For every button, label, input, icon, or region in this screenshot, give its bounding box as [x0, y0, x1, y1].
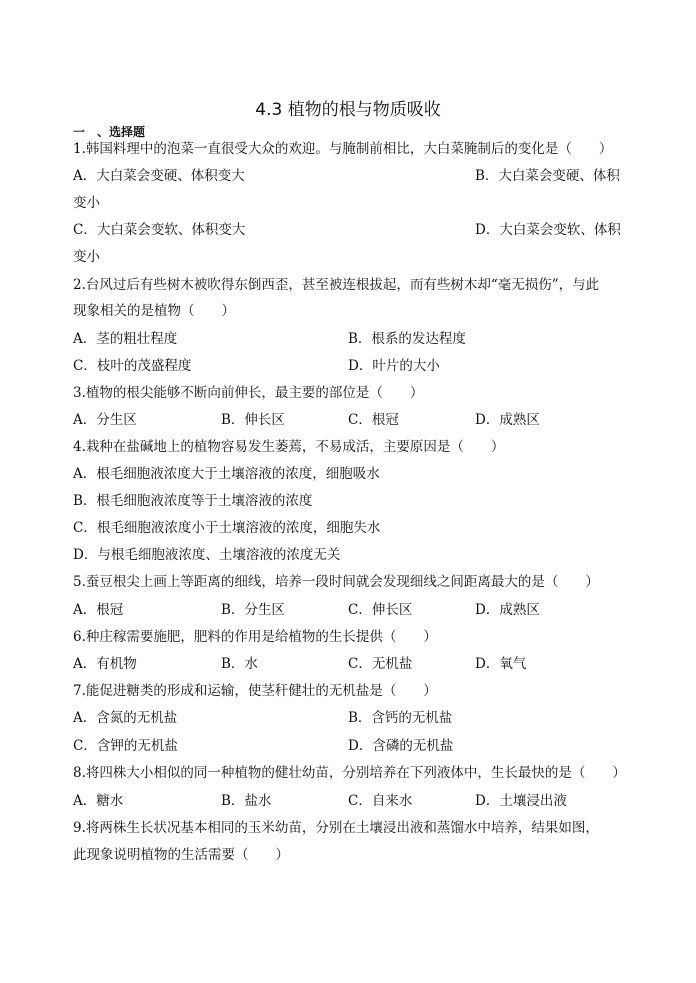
q8-option-d: D．土壤浸出液: [475, 793, 567, 809]
question-4-stem: 4.栽种在盐碱地上的植物容易发生萎蔫，不易成活，主要原因是（ ）: [73, 439, 505, 455]
q1-option-d: D．大白菜会变软、体积: [475, 222, 621, 238]
question-9-stem-cont: 此现象说明植物的生活需要（ ）: [73, 847, 289, 863]
section-heading: 一 、选择题: [73, 125, 146, 139]
question-8-stem: 8.将四株大小相似的同一种植物的健壮幼苗，分别培养在下列液体中，生长最快的是（ ）: [73, 765, 626, 781]
question-1-stem: 1.韩国料理中的泡菜一直很受大众的欢迎。与腌制前相比，大白菜腌制后的变化是（ ）: [73, 141, 613, 157]
q5-option-c: C．伸长区: [348, 602, 413, 618]
q2-option-c: C．枝叶的茂盛程度: [73, 358, 192, 374]
q5-option-b: B．分生区: [221, 602, 285, 618]
q5-option-d: D．成熟区: [475, 602, 540, 618]
q1-option-a: A．大白菜会变硬、体积变大: [73, 168, 245, 184]
q1-option-d-cont: 变小: [73, 249, 100, 265]
q4-option-a: A．根毛细胞液浓度大于土壤溶液的浓度，细胞吸水: [73, 466, 380, 482]
q4-option-b: B．根毛细胞液浓度等于土壤溶液的浓度: [73, 493, 313, 509]
q4-option-c: C．根毛细胞液浓度小于土壤溶液的浓度，细胞失水: [73, 520, 381, 536]
q1-option-b-cont: 变小: [73, 195, 100, 211]
q7-option-d: D．含磷的无机盐: [348, 738, 454, 754]
question-7-stem: 7.能促进糖类的形成和运输，使茎秆健壮的无机盐是（ ）: [73, 683, 437, 699]
question-3-stem: 3.植物的根尖能够不断向前伸长，最主要的部位是（ ）: [73, 385, 424, 401]
q2-option-d: D．叶片的大小: [348, 358, 440, 374]
q2-option-a: A．茎的粗壮程度: [73, 331, 178, 347]
q3-option-a: A．分生区: [73, 412, 137, 428]
q8-option-a: A．糖水: [73, 793, 124, 809]
q6-option-a: A．有机物: [73, 656, 137, 672]
q2-option-b: B．根系的发达程度: [348, 331, 466, 347]
page-title: 4.3 植物的根与物质吸收: [255, 100, 441, 120]
q1-option-c: C．大白菜会变软、体积变大: [73, 222, 246, 238]
q8-option-b: B．盐水: [221, 793, 272, 809]
q7-option-b: B．含钙的无机盐: [348, 710, 453, 726]
q8-option-c: C．自来水: [348, 793, 413, 809]
q3-option-d: D．成熟区: [475, 412, 540, 428]
question-2-stem-cont: 现象相关的是植物（ ）: [73, 303, 235, 319]
q6-option-b: B．水: [221, 656, 258, 672]
question-5-stem: 5.蚕豆根尖上画上等距离的细线，培养一段时间就会发现细线之间距离最大的是（ ）: [73, 574, 599, 590]
q5-option-a: A．根冠: [73, 602, 124, 618]
q6-option-d: D．氧气: [475, 656, 527, 672]
q7-option-c: C．含钾的无机盐: [73, 738, 178, 754]
q4-option-d: D．与根毛细胞液浓度、土壤溶液的浓度无关: [73, 547, 341, 563]
question-2-stem: 2.台风过后有些树木被吹得东倒西歪，甚至被连根拔起，而有些树木却“毫无损伤”，与此: [73, 277, 600, 293]
q3-option-b: B．伸长区: [221, 412, 285, 428]
q7-option-a: A．含氮的无机盐: [73, 710, 178, 726]
q1-option-b: B．大白菜会变硬、体积: [475, 168, 620, 184]
question-9-stem: 9.将两株生长状况基本相同的玉米幼苗，分别在土壤浸出液和蒸馏水中培养，结果如图，: [73, 820, 599, 836]
q3-option-c: C．根冠: [348, 412, 399, 428]
q6-option-c: C．无机盐: [348, 656, 413, 672]
question-6-stem: 6.种庄稼需要施肥，肥料的作用是给植物的生长提供（ ）: [73, 629, 437, 645]
